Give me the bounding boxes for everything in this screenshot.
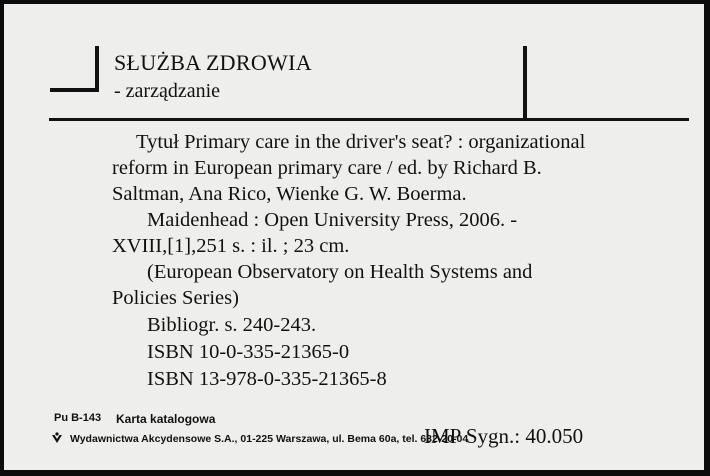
imprint-line-2: XVIII,[1],251 s. : il. ; 23 cm. (112, 235, 350, 257)
corner-bracket-vertical (95, 46, 99, 92)
header-divider-vertical (523, 46, 527, 120)
publisher-logo-icon (51, 432, 63, 444)
title-line-3: Saltman, Ana Rico, Wienke G. W. Boerma. (112, 183, 467, 205)
title-line-1: Tytuł Primary care in the driver's seat? : organizational (136, 131, 586, 153)
isbn-13: ISBN 13-978-0-335-21365-8 (147, 368, 387, 390)
form-title: Karta katalogowa (116, 412, 216, 426)
subject-subheading: - zarządzanie (114, 80, 221, 102)
publisher-info: Wydawnictwa Akcydensowe S.A., 01-225 Warszawa, ul. Bema 60a, tel. 632-20-04 (70, 433, 469, 445)
catalog-card (4, 4, 704, 470)
imprint-line-1: Maidenhead : Open University Press, 2006. - (147, 209, 518, 231)
isbn-10: ISBN 10-0-335-21365-0 (147, 341, 350, 363)
form-code: Pu B-143 (54, 412, 102, 424)
header-rule (49, 118, 689, 121)
call-number: IMP Sygn.: 40.050 (424, 424, 584, 448)
title-line-2: reform in European primary care / ed. by Richard B. (112, 157, 542, 179)
corner-bracket-horizontal (50, 88, 99, 92)
subject-heading: SŁUŻBA ZDROWIA (114, 50, 312, 75)
series-line-2: Policies Series) (112, 287, 239, 309)
bibliography-note: Bibliogr. s. 240-243. (147, 314, 317, 336)
series-line-1: (European Observatory on Health Systems and (147, 261, 533, 283)
